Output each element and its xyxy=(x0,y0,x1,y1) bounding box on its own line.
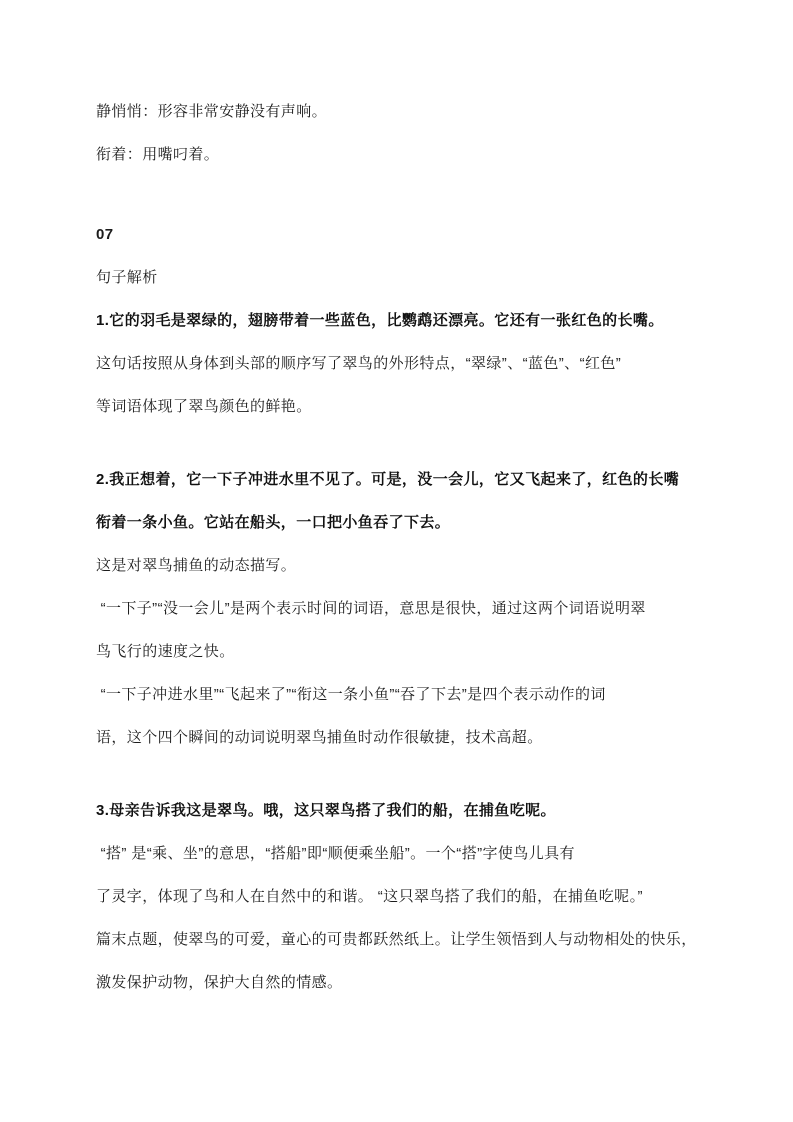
sentence-2-analysis-line-5: 语，这个四个瞬间的动词说明翠鸟捕鱼时动作很敏捷，技术高超。 xyxy=(96,729,543,746)
section-title-sentence-analysis: 句子解析 xyxy=(96,269,158,286)
sentence-3-analysis-line-2: 了灵字，体现了鸟和人在自然中的和谐。 “这只翠鸟搭了我们的船，在捕鱼吃呢。” xyxy=(96,888,643,905)
sentence-2-quote-line-2: 衔着一条小鱼。它站在船头，一口把小鱼吞了下去。 xyxy=(96,514,451,531)
definition-xianzhe: 衔着：用嘴叼着。 xyxy=(96,146,220,163)
sentence-2-analysis-line-1: 这是对翠鸟捕鱼的动态描写。 xyxy=(96,557,297,574)
sentence-1-analysis-line-2: 等词语体现了翠鸟颜色的鲜艳。 xyxy=(96,398,312,415)
sentence-1-analysis-line-1: 这句话按照从身体到头部的顺序写了翠鸟的外形特点，“翠绿”、“蓝色”、“红色” xyxy=(96,355,622,372)
sentence-3-analysis-line-4: 激发保护动物，保护大自然的情感。 xyxy=(96,974,343,991)
sentence-2-quote-line-1: 2.我正想着，它一下子冲进水里不见了。可是，没一会儿，它又飞起来了，红色的长嘴 xyxy=(96,471,680,488)
sentence-3-analysis-line-1: “搭” 是“乘、坐”的意思，“搭船”即“顺便乘坐船”。一个“搭”字使鸟儿具有 xyxy=(96,845,575,862)
sentence-2-analysis-line-4: “一下子冲进水里”“飞起来了”“衔这一条小鱼”“吞了下去”是四个表示动作的词 xyxy=(96,686,606,703)
sentence-3-analysis-line-3: 篇末点题，使翠鸟的可爱，童心的可贵都跃然纸上。让学生领悟到人与动物相处的快乐， xyxy=(96,931,697,948)
sentence-1-quote: 1.它的羽毛是翠绿的，翅膀带着一些蓝色，比鹦鹉还漂亮。它还有一张红色的长嘴。 xyxy=(96,312,664,329)
sentence-2-analysis-line-2: “一下子”“没一会儿”是两个表示时间的词语，意思是很快，通过这两个词语说明翠 xyxy=(96,600,646,617)
sentence-3-quote: 3.母亲告诉我这是翠鸟。哦，这只翠鸟搭了我们的船，在捕鱼吃呢。 xyxy=(96,802,556,819)
section-number: 07 xyxy=(96,226,114,243)
definition-jingqiaoqiao: 静悄悄：形容非常安静没有声响。 xyxy=(96,103,328,120)
sentence-2-analysis-line-3: 鸟飞行的速度之快。 xyxy=(96,643,235,660)
